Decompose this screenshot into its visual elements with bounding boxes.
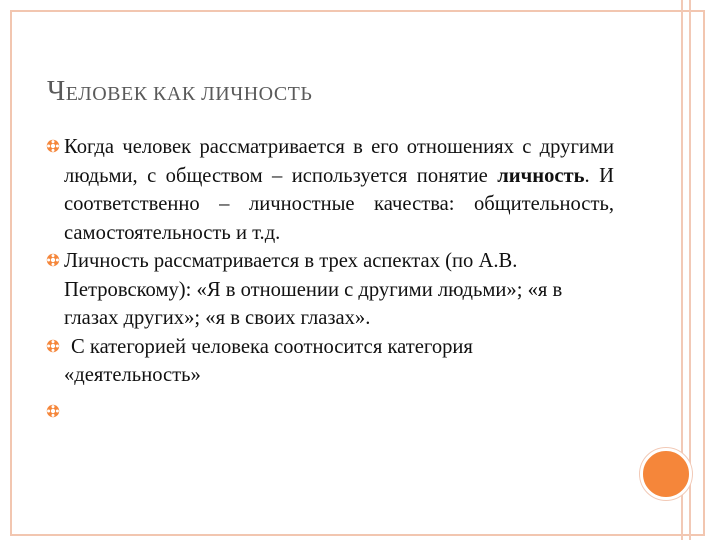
flower-bullet-icon [46,253,60,267]
bullet-list [46,133,614,398]
right-vertical-rule-2 [689,0,691,540]
bullet-item-2 [46,247,614,333]
bullet-item-1 [46,133,614,247]
bullet-text-1-bold: личность [497,164,585,187]
slide-title [47,76,312,108]
bullet-text-2: Личность рассматривается в трех аспектах (по А.В. Петровскому): «Я в отношении с другими людьми»; «я в глазах других»; «я в своих глазах». [64,250,563,329]
bullet-text-3-content: С категорией человека соотносится категория «деятельность» [64,335,473,386]
title-first-letter: Ч [47,76,66,107]
bullet-text-1-after: . И соответственно – личностные качества: общительность, самостоятельность и т.д. [64,164,614,244]
flower-bullet-icon [46,139,60,153]
bullet-text-1-before: Когда человек рассматривается в его отношениях с другими людьми, с обществом – используется понятие [64,136,614,187]
title-rest: ЕЛОВЕК КАК ЛИЧНОСТЬ [65,83,313,105]
flower-bullet-icon [46,404,60,418]
bullet-text-3 [64,333,614,390]
orange-circle-icon [640,448,692,500]
flower-bullet-icon [46,339,60,353]
bullet-item-3 [46,333,614,390]
bullet-text-1 [64,133,614,247]
